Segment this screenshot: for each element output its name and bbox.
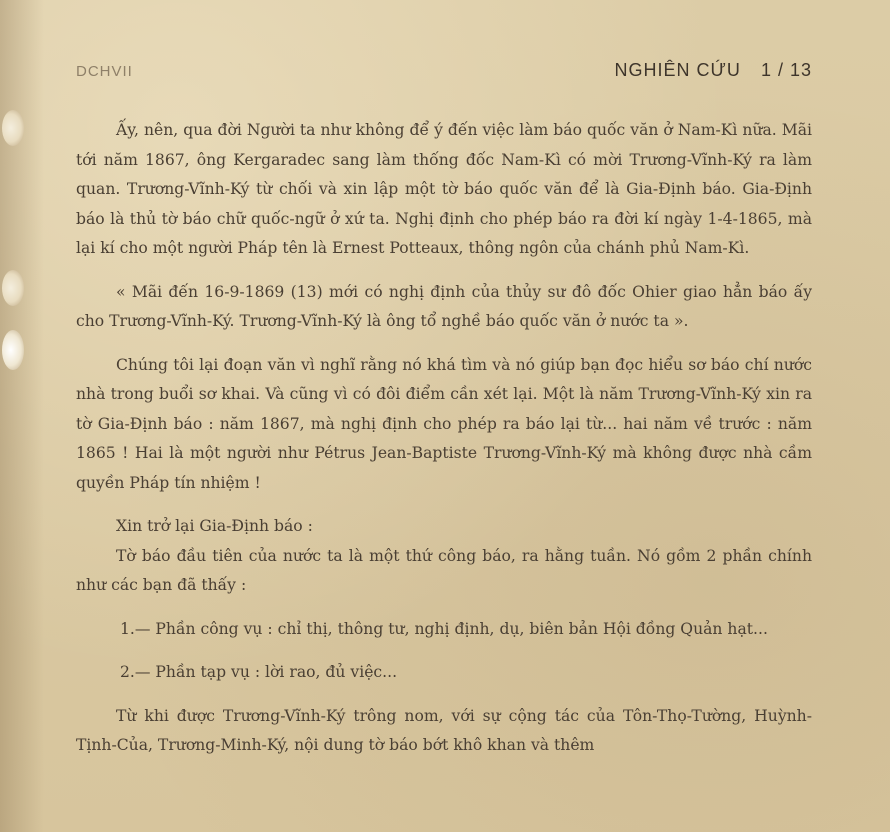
list-item: 2.— Phần tạp vụ : lời rao, đủ việc... <box>120 663 398 681</box>
article-body <box>76 116 812 761</box>
paragraph: Từ khi được Trương-Vĩnh-Ký trông nom, với sự cộng tác của Tôn-Thọ-Tường, Huỳnh-Tịnh-Của, Trương-Minh-Ký, nội dung tờ báo bớt khô khan và thêm <box>76 706 812 754</box>
list-item: 1.— Phần công vụ : chỉ thị, thông tư, nghị định, dụ, biên bản Hội đồng Quản hạt... <box>120 619 768 638</box>
running-title: NGHIÊN CỨU <box>614 60 741 80</box>
page-number: 1 / 13 <box>760 60 812 80</box>
punch-hole <box>2 330 24 370</box>
punch-hole <box>2 270 24 306</box>
paragraph: Chúng tôi lại đoạn văn vì nghĩ rằng nó khá tìm và nó giúp bạn đọc hiểu sơ báo chí nước nhà trong buổi sơ khai. Và cũng vì có đôi điểm cần xét lại. Một là năm Trương-Vĩnh-Ký xin ra tờ Gia-Định báo : năm 1867, mà nghị định cho phép ra báo lại từ... hai năm về trước : năm 1865 ! Hai là một người như Pétrus Jean-Baptiste Trương-Vĩnh-Ký mà không được nhà cầm quyền Pháp tín nhiệm ! <box>76 355 812 492</box>
paragraph: Tờ báo đầu tiên của nước ta là một thứ công báo, ra hằng tuần. Nó gồm 2 phần chính như các bạn đã thấy : <box>76 546 812 594</box>
paragraph: Xin trở lại Gia-Định báo : <box>116 517 313 535</box>
punch-hole <box>2 110 24 146</box>
header-right <box>615 60 812 81</box>
paragraph: Ấy, nên, qua đời Người ta như không để ý đến việc làm báo quốc văn ở Nam-Kì nữa. Mãi tới năm 1867, ông Kergaradec sang làm thống đốc Nam-Kì có mời Trương-Vĩnh-Ký ra làm quan. Trương-Vĩnh-Ký từ chối và xin lập một tờ báo quốc văn để là Gia-Định báo. Gia-Định báo là thủ tờ báo chữ quốc-ngữ ở xứ ta. Nghị định cho phép báo ra đời kí ngày 1-4-1865, mà lại kí cho một người Pháp tên là Ernest Potteaux, thông ngôn của chánh phủ Nam-Kì. <box>76 121 812 257</box>
header-left-mark: DCHVII <box>76 63 133 80</box>
page-header <box>76 60 812 90</box>
paragraph-quote: « Mãi đến 16-9-1869 (13) mới có nghị định của thủy sư đô đốc Ohier giao hẳn báo ấy cho Trương-Vĩnh-Ký. Trương-Vĩnh-Ký là ông tổ nghề báo quốc văn ở nước ta ». <box>76 282 812 330</box>
